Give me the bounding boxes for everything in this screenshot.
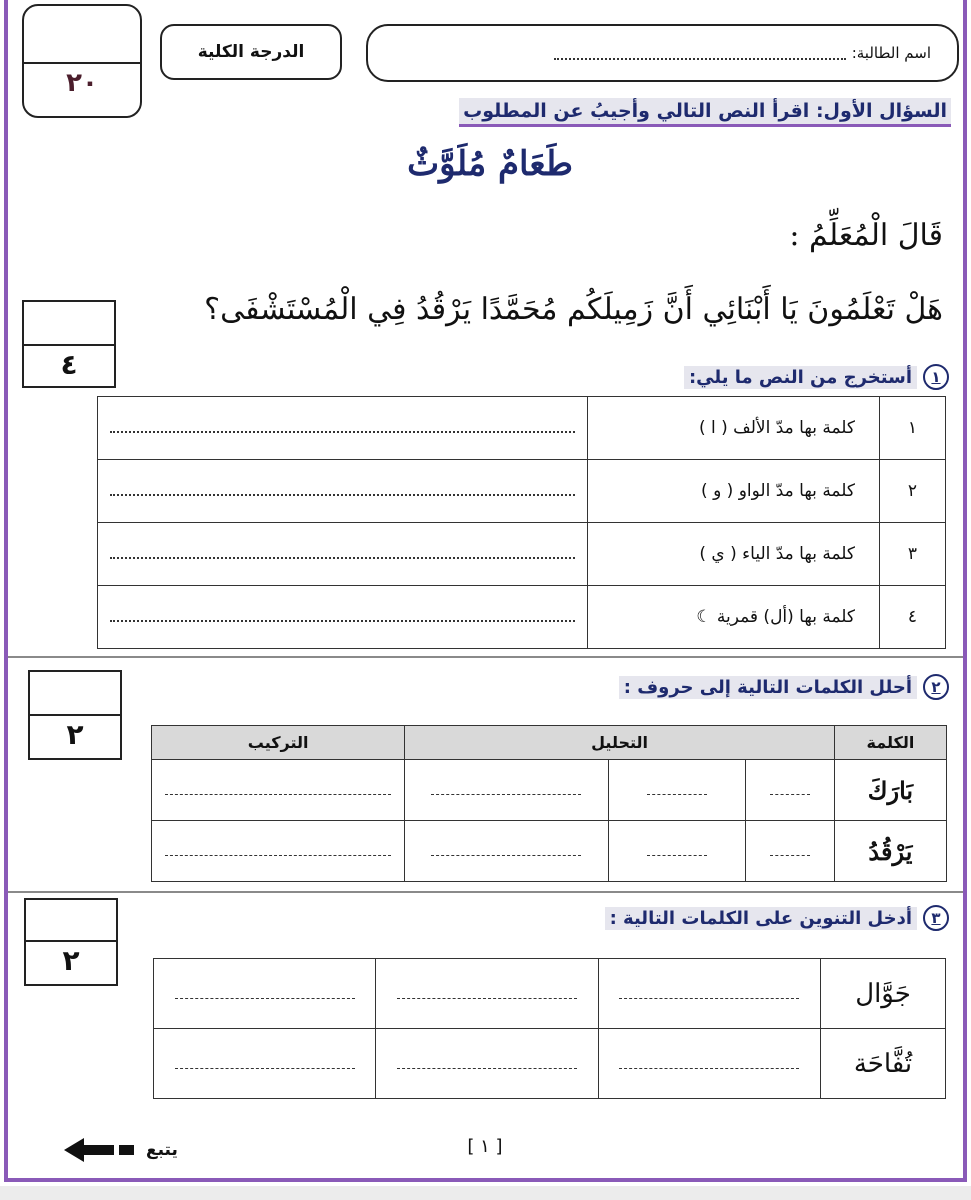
word-cell: يَرْقُدُ	[834, 821, 946, 882]
section1-title	[684, 364, 949, 390]
dashed-line[interactable]	[165, 850, 391, 856]
passage-speaker-line: قَالَ الْمُعَلِّمُ :	[789, 218, 943, 253]
table-row	[152, 821, 947, 882]
question-one-title	[459, 98, 951, 127]
section2-score-box	[28, 670, 122, 760]
dashed-line[interactable]	[431, 789, 581, 795]
answer-field[interactable]	[98, 397, 588, 460]
question-one-prefix: السؤال الأول:	[815, 100, 947, 122]
dashed-line[interactable]	[619, 1063, 799, 1069]
answer-dotted-line[interactable]	[110, 423, 575, 433]
section2-title	[619, 674, 949, 700]
section3-title-text: أدخل التنوين على الكلمات التالية :	[605, 907, 917, 930]
section2-title-text: أحلل الكلمات التالية إلى حروف :	[619, 676, 917, 699]
row-index: ٣	[880, 523, 946, 586]
row-label: كلمة بها (أل) قمرية ☾	[588, 586, 880, 649]
row-index: ٢	[880, 460, 946, 523]
analysis-table	[151, 725, 947, 882]
letter-field[interactable]	[745, 760, 834, 821]
dashed-line[interactable]	[397, 1063, 577, 1069]
composition-field[interactable]	[152, 760, 405, 821]
dashed-line[interactable]	[397, 993, 577, 999]
table-row	[98, 397, 946, 460]
dashed-line[interactable]	[647, 850, 707, 856]
header-analysis: التحليل	[405, 726, 835, 760]
section3-score-box	[24, 898, 118, 986]
table-row	[98, 523, 946, 586]
tanween-field[interactable]	[598, 1029, 820, 1099]
section2-score-divider	[30, 714, 120, 716]
answer-field[interactable]	[98, 586, 588, 649]
row-label: كلمة بها مدّ الواو ( و )	[588, 460, 880, 523]
section-divider	[8, 891, 963, 893]
word-cell: جَوَّال	[821, 959, 946, 1029]
total-grade-box	[22, 4, 142, 118]
tanween-table	[153, 958, 946, 1099]
row-label: كلمة بها مدّ الياء ( ي )	[588, 523, 880, 586]
row-index: ١	[880, 397, 946, 460]
letter-field[interactable]	[745, 821, 834, 882]
table-row	[98, 586, 946, 649]
dashed-line[interactable]	[770, 850, 810, 856]
table-row	[154, 959, 946, 1029]
section1-number-badge: ١	[923, 364, 949, 390]
composition-field[interactable]	[152, 821, 405, 882]
total-grade-divider	[24, 62, 140, 64]
dashed-line[interactable]	[175, 1063, 355, 1069]
answer-field[interactable]	[98, 460, 588, 523]
follow-label: يتبع	[146, 1140, 178, 1160]
answer-dotted-line[interactable]	[110, 486, 575, 496]
section2-score-value: ٢	[66, 718, 84, 751]
student-name-field[interactable]	[366, 24, 959, 82]
tanween-field[interactable]	[376, 1029, 598, 1099]
arrow-left-icon	[64, 1136, 136, 1164]
answer-dotted-line[interactable]	[110, 612, 575, 622]
letter-field[interactable]	[608, 821, 745, 882]
page-number: [ ١ ]	[467, 1136, 503, 1157]
section2-number-badge: ٢	[923, 674, 949, 700]
letter-field[interactable]	[608, 760, 745, 821]
tanween-field[interactable]	[598, 959, 820, 1029]
section1-score-divider	[24, 344, 114, 346]
header-word: الكلمة	[834, 726, 946, 760]
section1-score-box	[22, 300, 116, 388]
header-composition: التركيب	[152, 726, 405, 760]
section1-score-value: ٤	[60, 348, 78, 381]
word-cell: تُفَّاحَة	[821, 1029, 946, 1099]
tanween-field[interactable]	[154, 959, 376, 1029]
answer-dotted-line[interactable]	[110, 549, 575, 559]
dashed-line[interactable]	[619, 993, 799, 999]
dashed-line[interactable]	[175, 993, 355, 999]
bottom-band	[0, 1186, 971, 1200]
total-grade-label: الدرجة الكلية	[160, 24, 342, 80]
passage-text: هَلْ تَعْلَمُونَ يَا أَبْنَائِي أَنَّ زَمِيلَكُم مُحَمَّدًا يَرْقُدُ فِي الْمُسْتَشْفَى؟	[204, 292, 943, 327]
student-name-dotted-line[interactable]	[554, 52, 846, 60]
extraction-table	[97, 396, 946, 649]
follow-indicator[interactable]	[64, 1136, 178, 1164]
passage-title: طَعَامٌ مُلَوَّثٌ	[407, 144, 573, 184]
word-cell: بَارَكَ	[834, 760, 946, 821]
tanween-field[interactable]	[376, 959, 598, 1029]
table-row	[154, 1029, 946, 1099]
table-row	[98, 460, 946, 523]
dashed-line[interactable]	[770, 789, 810, 795]
tanween-field[interactable]	[154, 1029, 376, 1099]
table-row	[152, 760, 947, 821]
question-one-instruction: اقرأ النص التالي وأجيبُ عن المطلوب	[463, 100, 810, 122]
section3-score-divider	[26, 940, 116, 942]
section3-score-value: ٢	[62, 944, 80, 977]
dashed-line[interactable]	[647, 789, 707, 795]
student-name-label: اسم الطالبة:	[851, 44, 931, 62]
row-label: كلمة بها مدّ الألف ( ا )	[588, 397, 880, 460]
answer-field[interactable]	[98, 523, 588, 586]
section3-number-badge: ٣	[923, 905, 949, 931]
table-header-row	[152, 726, 947, 760]
dashed-line[interactable]	[165, 789, 391, 795]
section3-title	[605, 905, 949, 931]
section-divider	[8, 656, 963, 658]
dashed-line[interactable]	[431, 850, 581, 856]
row-index: ٤	[880, 586, 946, 649]
letter-field[interactable]	[405, 821, 608, 882]
letter-field[interactable]	[405, 760, 608, 821]
total-grade-value: ٢٠	[66, 68, 98, 98]
section1-title-text: أستخرج من النص ما يلي:	[684, 366, 917, 389]
